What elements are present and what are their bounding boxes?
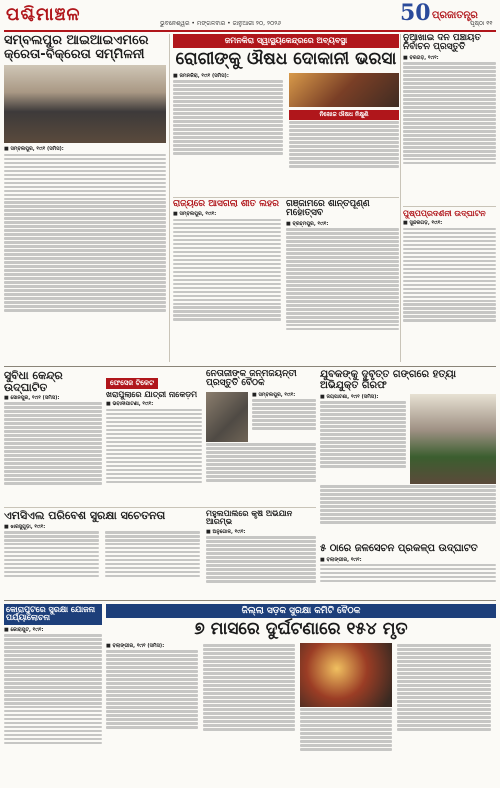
story-netaji-photo [206, 392, 248, 442]
story-nuakhai-byline: ■ ବରଗଡ଼, ୧୯ା୧: [403, 54, 439, 61]
story-health-kicker: ଜମନକିରା ସ୍ୱାସ୍ଥ୍ୟକେନ୍ଦ୍ରରେ ଅବ୍ୟବସ୍ଥା [173, 34, 399, 48]
row-separator [4, 507, 316, 508]
story-facility [4, 370, 102, 504]
story-koraput-body [4, 634, 102, 744]
story-road-safety [106, 604, 496, 784]
story-iim-byline: ■ ସମ୍ବଲପୁର, ୧୯ା୧ (ସମିସ): [4, 146, 64, 153]
story-facility-byline: ■ ସୋନପୁର, ୧୯ା୧ (ସମିସ): [4, 395, 60, 402]
row-separator [173, 197, 399, 198]
story-health-body-1 [173, 80, 283, 154]
story-irrigation [320, 544, 496, 596]
story-murder-body-2 [320, 485, 496, 523]
story-road-safety-body-2 [203, 644, 295, 730]
story-netaji [206, 370, 316, 504]
story-ganjam-headline: ଗଞ୍ଜାମରେ ଶାନ୍ତିପୂର୍ଣ୍ଣ ମହୋତ୍ସବ [286, 200, 370, 219]
story-cold [173, 200, 281, 362]
story-mcl [4, 510, 200, 596]
story-health-byline: ■ ଜମନକିରା, ୧୯ା୧ (ସମିସ): [173, 72, 229, 79]
story-road-safety-byline: ■ ବଲାଙ୍ଗୀର, ୧୯ା୧ (ସମିସ): [106, 642, 165, 649]
story-health-photo [289, 73, 399, 107]
story-irrigation-body [320, 564, 496, 583]
page-number: ପୃଷ୍ଠା ୧୧ [470, 20, 493, 27]
story-murder [320, 370, 496, 540]
story-ganjam [286, 200, 399, 362]
story-iim-headline: ସମ୍ବଲପୁର ଆଇଆଇଏମରେ କ୍ରେତା-ବିକ୍ରେତା ସମ୍ମିଳନୀ [4, 34, 149, 62]
story-mcl-body-1 [4, 530, 99, 579]
story-ticket-body [106, 409, 202, 483]
story-murder-byline: ■ ଜୟପାଟଣା, ୧୯ା୧ (ସମିସ): [320, 394, 379, 400]
story-cold-body [173, 219, 281, 321]
story-health [173, 34, 399, 194]
story-road-safety-body-3 [300, 708, 392, 750]
story-agri-body [206, 536, 316, 582]
story-iim [4, 34, 166, 364]
column-separator [169, 34, 170, 362]
row-separator [403, 206, 496, 207]
masthead-date: ଭୁବନେଶ୍ୱର • ମଙ୍ଗଳବାର • ଜାନୁଆରୀ ୨୦, ୨୦୨୬ [160, 20, 282, 27]
story-ticket [106, 370, 202, 504]
story-ticket-headline: ଖରାପୁଲାରେ ଯାତ୍ରୀ ନାକେଡ଼ମ [106, 390, 198, 399]
story-health-headline: ରୋଗୀଙ୍କୁ ଔଷଧ ଦୋକାନୀ ଭରସା [175, 49, 397, 69]
story-netaji-body-2 [206, 443, 316, 481]
story-koraput [4, 604, 102, 784]
masthead-title: ପଶ୍ଚିମାଞ୍ଚଳ [6, 4, 81, 25]
story-cold-headline: ରାଜ୍ୟରେ ଆସିଗଲା ଶୀତ ଲହର [173, 200, 279, 209]
story-irrigation-headline: ୫ ଠାରେ ଜଳସେଚନ ପ୍ରକଳ୍ପ ଉଦ୍‌ଘାଟିତ [320, 544, 478, 554]
story-ticket-kicker: ଫେସେଜ ଟିକେଟ [106, 378, 158, 389]
story-nuakhai-headline: ନୁଆଁଖାଇ ଦିନ ପଞ୍ଚାୟତ ନିର୍ବାଚନ ପ୍ରସ୍ତୁତି [403, 34, 481, 53]
story-koraput-byline: ■ କୋରାପୁଟ, ୧୯ା୧: [4, 626, 44, 633]
story-health-body-2 [289, 121, 399, 167]
story-koraput-headline: କୋରାପୁଟରେ ସୁରକ୍ଷା ଯୋଜନା ପର୍ଯ୍ୟାଲୋଚନା [4, 604, 102, 625]
story-mcl-byline: ■ ଝାରସୁଗୁଡ଼ା, ୧୯ା୧: [4, 523, 46, 530]
story-iim-body [4, 154, 166, 312]
story-murder-body-1 [320, 401, 406, 467]
story-nuakhai-body [403, 62, 496, 164]
story-irrigation-byline: ■ ବଲାଙ୍ଗୀର, ୧୯ା୧: [320, 556, 362, 563]
column-separator [400, 34, 401, 362]
story-agri-headline: ମହୁଲପାଲିରେ କୃଷି ଅଭିଯାନ ଆରମ୍ଭ [206, 510, 293, 527]
story-ganjam-byline: ■ ବ୍ରହ୍ମପୁର, ୧୯ା୧: [286, 220, 329, 227]
brand-name: ପ୍ରଜାତନ୍ତ୍ର [432, 10, 478, 21]
band-separator [4, 366, 496, 367]
story-netaji-body-1 [252, 399, 316, 429]
masthead-rule [4, 30, 496, 32]
story-netaji-headline: ନେତାଜୀଙ୍କ ଜନ୍ମଜୟନ୍ତୀ ପ୍ରସ୍ତୁତି ବୈଠକ [206, 370, 297, 389]
story-road-safety-photo [300, 643, 392, 707]
story-mcl-body-2 [105, 530, 200, 579]
story-murder-headline: ଯୁବକଙ୍କୁ ଦୁର୍ବୃତ୍ତ ଗଙ୍ଗରେ ହତ୍ୟା ଅଭିଯୁକ୍ତ ଗିରଫ [320, 370, 457, 391]
story-road-safety-kicker: ଜିଲ୍ଲା ସଡ଼କ ସୁରକ୍ଷା କମିଟି ବୈଠକ [106, 604, 496, 618]
story-netaji-byline: ■ ସମ୍ବଲପୁର, ୧୯ା୧: [252, 391, 296, 398]
story-nuakhai [403, 34, 496, 204]
story-murder-photo [410, 394, 496, 484]
story-agri-byline: ■ ଅନୁଗୋଳ, ୧୯ା୧: [206, 528, 246, 535]
story-road-safety-body-4 [397, 644, 491, 730]
story-road-safety-headline: ୭ ମାସରେ ଦୁର୍ଘଟଣାରେ ୧୫୪ ମୃତ [194, 619, 408, 639]
band-separator [4, 600, 496, 601]
story-iim-photo [4, 65, 166, 143]
story-flower [403, 210, 496, 362]
story-ganjam-body [286, 228, 399, 330]
brand-year: 50 [400, 0, 431, 26]
story-facility-body [4, 402, 102, 484]
story-flower-byline: ■ ସୁନ୍ଦରଗଡ଼, ୧୯ା୧: [403, 220, 443, 227]
story-flower-body [403, 228, 496, 322]
story-road-safety-body-1 [106, 650, 198, 728]
story-cold-byline: ■ ସମ୍ବଲପୁର, ୧୯ା୧: [173, 211, 217, 218]
story-facility-headline: ସୁବିଧା କେନ୍ଦ୍ର ଉଦ୍‌ଘାଟିତ [4, 370, 63, 394]
story-flower-headline: ପୁଷ୍ପପ୍ରଦର୍ଶନୀ ଉଦ୍‌ଘାଟନ [403, 210, 486, 218]
story-ticket-byline: ■ ଭବାନୀପାଟଣା, ୧୯ା୧: [106, 401, 154, 408]
story-agri [206, 510, 316, 596]
story-health-subhead: ନିଖୋଜ ଔଷଧ ନିକ୍ଷୁଣି [289, 110, 399, 120]
story-mcl-headline: ଏମସିଏଲ ପରିବେଶ ସୁରକ୍ଷା ସଚେତନତା [4, 510, 166, 522]
